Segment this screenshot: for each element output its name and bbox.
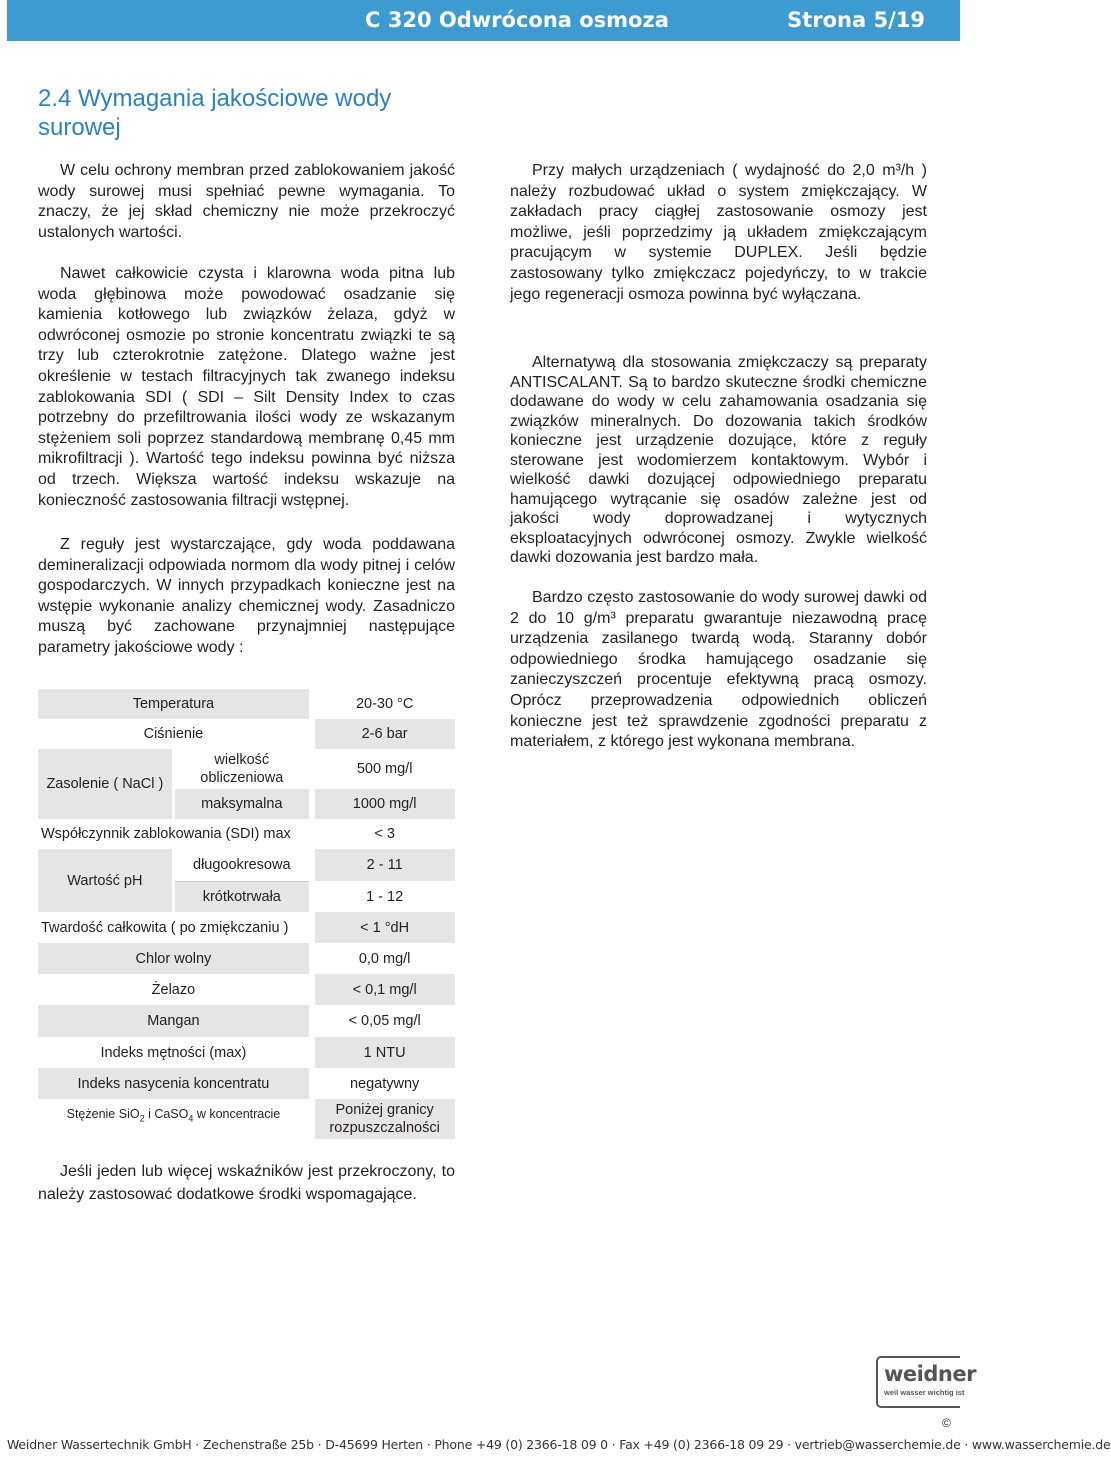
cell-value: 1 NTU bbox=[315, 1037, 455, 1068]
cell-label: Indeks nasycenia koncentratu bbox=[38, 1068, 309, 1099]
page-header bbox=[7, 0, 960, 41]
cell-value: < 3 bbox=[315, 819, 455, 849]
closing-note bbox=[38, 1160, 455, 1206]
page-number: Strona 5/19 bbox=[787, 8, 925, 32]
cell-label: Wartość pH bbox=[38, 849, 173, 912]
paragraph: Bardzo często zastosowanie do wody surowej dawki od 2 do 10 g/m³ preparatu gwarantuje niezawodną pracę urządzenia zasilanego twardą wodą. Staranny dobór odpowiedniego środka hamującego osadzanie się zanieczyszczeń procentuje efektywną pracą osmozy. Oprócz przeprowadzenia odpowiednich obliczeń konieczne jest też sprawdzenie zgodności preparatu z materiałem, z którego jest wykonana membrana. bbox=[510, 589, 927, 751]
cell-label: Twardość całkowita ( po zmiękczaniu ) bbox=[38, 912, 309, 943]
paragraph: Z reguły jest wystarczające, gdy woda poddawana demineralizacji odpowiada normom dla wody pitnej i celów gospodarczych. W innych przypadkach konieczne jest na wstępie wykonanie analizy chemicznej wody. Zasadniczo muszą być zachowane przynajmniej następujące parametry jakościowe wody : bbox=[38, 536, 455, 656]
cell-label: Ciśnienie bbox=[38, 719, 309, 749]
paragraph: Jeśli jeden lub więcej wskaźników jest przekroczony, to należy zastosować dodatkowe środki wspomagające. bbox=[38, 1163, 455, 1203]
cell-value: < 1 °dH bbox=[315, 912, 455, 943]
left-body bbox=[38, 264, 455, 511]
cell-sublabel: maksymalna bbox=[173, 789, 309, 819]
section-heading: 2.4 Wymagania jakościowe wody surowej bbox=[38, 85, 392, 141]
cell-value: 2 - 11 bbox=[315, 849, 455, 881]
cell-value: < 0,05 mg/l bbox=[315, 1005, 455, 1037]
cell-value: 2-6 bar bbox=[315, 719, 455, 749]
right-col-1 bbox=[510, 161, 927, 305]
cell-sublabel: wielkość obliczeniowa bbox=[173, 749, 309, 789]
cell-value: Poniżej granicy rozpuszczalności bbox=[315, 1099, 455, 1139]
cell-value: 1000 mg/l bbox=[315, 789, 455, 819]
cell-sublabel: długookresowa bbox=[173, 849, 309, 881]
weidner-logo bbox=[876, 1356, 976, 1408]
cell-label: Temperatura bbox=[38, 689, 309, 719]
copyright-mark: © bbox=[942, 1416, 951, 1430]
cell-value: < 0,1 mg/l bbox=[315, 974, 455, 1005]
cell-label: Chlor wolny bbox=[38, 943, 309, 974]
paragraph: W celu ochrony membran przed zablokowaniem jakość wody surowej musi spełniać pewne wymagania. To znaczy, że jej skład chemiczny nie może przekroczyć ustalonych wartości. bbox=[38, 162, 455, 241]
cell-value: 1 - 12 bbox=[315, 881, 455, 912]
paragraph: Przy małych urządzeniach ( wydajność do 2,0 m³/h ) należy rozbudować układ o system zmiękczający. W zakładach pracy ciągłej zastosowanie osmozy jest możliwe, jeśli poprzedzimy ją układem zmiękczającym pracującym w systemie DUPLEX. Jeśli będzie zastosowany tylko zmiękczacz pojedyńczy, to w trakcie jego regeneracji osmoza powinna być wyłączana. bbox=[510, 162, 927, 303]
cell-value: 500 mg/l bbox=[315, 749, 455, 789]
logo-claim: weil wasser wichtig ist bbox=[884, 1388, 965, 1397]
cell-value: 0,0 mg/l bbox=[315, 943, 455, 974]
right-col-3 bbox=[510, 588, 927, 753]
left-intro bbox=[38, 161, 455, 243]
cell-label: Indeks mętności (max) bbox=[38, 1037, 309, 1068]
cell-sublabel: krótkotrwała bbox=[173, 881, 309, 912]
cell-value: 20-30 °C bbox=[315, 689, 455, 719]
logo-brand: weidner bbox=[884, 1362, 976, 1386]
left-table-intro bbox=[38, 535, 455, 659]
water-quality-table bbox=[38, 689, 456, 1139]
cell-label: Zasolenie ( NaCl ) bbox=[38, 749, 173, 819]
document-title: C 320 Odwrócona osmoza bbox=[365, 8, 669, 32]
cell-label: Mangan bbox=[38, 1005, 309, 1037]
paragraph: Nawet całkowicie czysta i klarowna woda pitna lub woda głębinowa może powodować osadzanie się kamienia kotłowego lub związków żelaza, gdyż w odwróconej osmozie po stronie koncentratu związki te są trzy lub czterokrotnie zatężone. Dlatego ważne jest określenie w testach filtracyjnych tak zwanego indeksu zablokowania SDI ( SDI – Silt Density Index to czas potrzebny do przefiltrowania ilości wody ze wskazanym stężeniem soli poprzez standardową membranę 0,45 mm mikrofiltracji ). Wartość tego indeksu powinna być niższa od trzech. Większa wartość indeksu wskazuje na konieczność zastosowania filtracji wstępnej. bbox=[38, 265, 455, 509]
cell-value: negatywny bbox=[315, 1068, 455, 1099]
cell-label: Stężenie SiO$_2$ i CaSO$_4$ w koncentracie bbox=[38, 1099, 309, 1139]
cell-label: Żelazo bbox=[38, 974, 309, 1005]
paragraph: Alternatywą dla stosowania zmiękczaczy są preparaty ANTISCALANT. Są to bardzo skuteczne środki chemiczne dodawane do wody w celu zahamowania osadzania się związków mineralnych. Do dozowania takich środków konieczne jest urządzenie dozujące, które z reguły sterowane jest wodomierzem kontaktowym. Wybór i wielkość dawki dozującej odpowiedniego preparatu hamującego wytrącanie się osadów zależne jest od jakości wody doprowadzanej i wytycznych eksploatacyjnych odwróconej osmozy. Zwykle wielkość dawki dozowania jest bardzo mała. bbox=[510, 354, 927, 566]
cell-label: Współczynnik zablokowania (SDI) max bbox=[38, 819, 309, 849]
right-col-2 bbox=[510, 353, 927, 568]
footer-contact: Weidner Wassertechnik GmbH · Zechenstraße 25b · D-45699 Herten · Phone +49 (0) 2366-18 09 0 · Fax +49 (0) 2366-18 09 29 · vertrieb@wasserchemie.de · www.wasserchemie.de bbox=[7, 1437, 1111, 1452]
